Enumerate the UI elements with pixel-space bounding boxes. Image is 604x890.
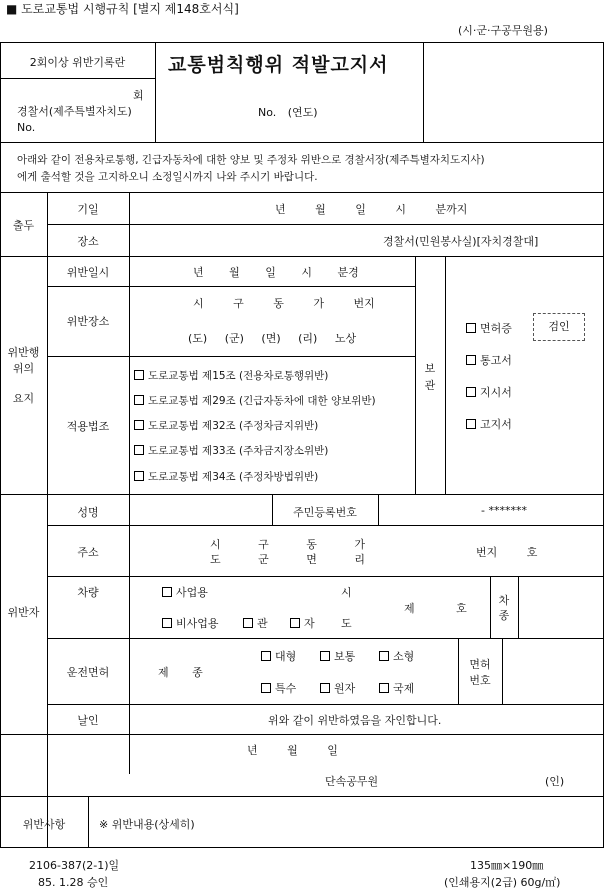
count-unit: 회 — [133, 89, 144, 102]
license-large-checkbox[interactable] — [261, 651, 271, 661]
custody-bulletin[interactable] — [466, 416, 512, 432]
appear-date-label: 기일 — [77, 203, 99, 216]
paper-size: 135㎜×190㎜ — [470, 859, 544, 872]
license-special[interactable] — [261, 680, 296, 696]
law-item-32[interactable] — [134, 418, 318, 433]
license-motorbike[interactable] — [320, 680, 355, 696]
address-line1: 시 구 동 가 — [210, 538, 365, 551]
license-small[interactable] — [379, 648, 414, 664]
vehicle-nonbusiness-text: 비사업용 — [176, 617, 219, 630]
car-type-label-1: 차 — [498, 594, 510, 607]
license-motorbike-text: 원자 — [334, 682, 356, 695]
custody-bulletin-checkbox[interactable] — [466, 419, 476, 429]
appear-date-value: 년 월 일 시 분까지 — [275, 203, 468, 216]
law-33-text: 도로교통법 제33조 (주차금지장소위반) — [148, 445, 329, 457]
law-item-34[interactable] — [134, 469, 318, 484]
law-32-text: 도로교통법 제32조 (주정차금지위반) — [148, 420, 319, 432]
license-international-checkbox[interactable] — [379, 683, 389, 693]
details-label: 위반사항 — [22, 818, 66, 831]
custody-label-1: 보 — [424, 362, 436, 375]
violation-datetime-label: 위반일시 — [66, 266, 110, 279]
seal-label: 날인 — [77, 714, 99, 727]
form-number: 2106-387(2-1)일 — [29, 859, 120, 872]
custody-notice-text: 통고서 — [480, 354, 512, 367]
left-number-label: No. — [17, 121, 36, 134]
approval-date: 85. 1.28 승인 — [38, 876, 109, 889]
details-value: ※ 위반내용(상세히) — [99, 818, 195, 831]
law-29-checkbox[interactable] — [134, 395, 144, 405]
form-law-reference — [6, 0, 239, 17]
header-law-ref: 도로교통법 시행규칙 [별지 제148호서식] — [21, 2, 239, 16]
officer-label: 단속공무원 — [325, 775, 379, 788]
license-regular[interactable] — [320, 648, 355, 664]
police-station-label: 경찰서(제주특별자치도) — [17, 105, 132, 118]
rrn-value: - ******* — [481, 504, 527, 517]
vehicle-gwan[interactable] — [243, 615, 268, 631]
notice-line-1: 아래와 같이 전용차로통행, 긴급자동차에 대한 양보 및 주정차 위반으로 경찰서장(제주특별자치도지사) — [17, 154, 485, 166]
license-regular-checkbox[interactable] — [320, 651, 330, 661]
name-label: 성명 — [77, 506, 99, 519]
custody-license[interactable] — [466, 320, 512, 336]
license-label: 운전면허 — [66, 666, 110, 679]
license-international-text: 국제 — [393, 682, 415, 695]
law-32-checkbox[interactable] — [134, 420, 144, 430]
license-large-text: 대형 — [275, 650, 297, 663]
license-special-text: 특수 — [275, 682, 297, 695]
custody-instruction[interactable] — [466, 384, 512, 400]
address-suffix: 번지 호 — [476, 546, 538, 559]
officer-seal: (인) — [545, 775, 565, 788]
violation-place-line1: 시 구 동 가 번지 — [193, 297, 375, 310]
vehicle-nonbusiness[interactable] — [162, 615, 219, 631]
custody-label-2: 관 — [424, 379, 436, 392]
vehicle-gwan-checkbox[interactable] — [243, 618, 253, 628]
address-label: 주소 — [77, 546, 99, 559]
vehicle-label: 차량 — [77, 586, 99, 599]
center-number-label: No. (연도) — [258, 106, 318, 119]
violator-label: 위반자 — [7, 606, 40, 619]
license-special-checkbox[interactable] — [261, 683, 271, 693]
rrn-label: 주민등록번호 — [293, 506, 357, 519]
license-motorbike-checkbox[interactable] — [320, 683, 330, 693]
notice-line-2: 에게 출석할 것을 고지하오니 소정일시까지 나와 주시기 바랍니다. — [17, 171, 318, 183]
custody-instruction-text: 지시서 — [480, 386, 512, 399]
violation-label-3: 요지 — [12, 392, 35, 405]
law-item-15[interactable] — [134, 368, 328, 383]
vehicle-ja[interactable] — [290, 615, 315, 631]
law-15-checkbox[interactable] — [134, 370, 144, 380]
custody-license-checkbox[interactable] — [466, 323, 476, 333]
license-no-label-2: 번호 — [469, 674, 491, 687]
vehicle-business-checkbox[interactable] — [162, 587, 172, 597]
vehicle-ja-text: 자 — [304, 617, 315, 630]
law-34-text: 도로교통법 제34조 (주정차방법위반) — [148, 471, 319, 483]
vehicle-ja-checkbox[interactable] — [290, 618, 300, 628]
custody-license-text: 면허증 — [480, 322, 512, 335]
license-small-checkbox[interactable] — [379, 651, 389, 661]
seal-statement: 위와 같이 위반하였음을 자인합니다. — [268, 714, 442, 727]
inspection-stamp-box: 검인 — [533, 313, 585, 341]
vehicle-business-text: 사업용 — [176, 586, 208, 599]
address-line2: 도 군 면 리 — [210, 553, 365, 566]
issuer-label: (시·군·구공무원용) — [458, 24, 548, 37]
law-33-checkbox[interactable] — [134, 445, 144, 455]
car-type-label-2: 종 — [498, 609, 510, 622]
form-title: 교통범칙행위 적발고지서 — [168, 54, 389, 76]
appear-place-label: 장소 — [77, 235, 99, 248]
vehicle-do: 도 — [341, 617, 352, 630]
custody-notice[interactable] — [466, 352, 512, 368]
custody-notice-checkbox[interactable] — [466, 355, 476, 365]
paper-spec: (인쇄용지(2급) 60g/㎡) — [444, 876, 561, 889]
license-no-label-1: 면허 — [469, 658, 491, 671]
license-large[interactable] — [261, 648, 296, 664]
license-international[interactable] — [379, 680, 414, 696]
license-class: 제 종 — [158, 666, 203, 679]
repeat-record-box: 2회이상 위반기록란 — [29, 56, 126, 69]
violation-label-2: 위의 — [12, 362, 35, 375]
violation-datetime-value: 년 월 일 시 분경 — [193, 266, 359, 279]
sign-date: 년 월 일 — [247, 744, 338, 757]
violation-place-line2: (도) (군) (면) (리) 노상 — [188, 332, 357, 345]
violation-label-1: 위반행 — [7, 346, 40, 359]
violation-law-label: 적용법조 — [66, 420, 110, 433]
vehicle-gwan-text: 관 — [257, 617, 268, 630]
vehicle-nonbusiness-checkbox[interactable] — [162, 618, 172, 628]
law-15-text: 도로교통법 제15조 (전용차로통행위반) — [148, 370, 329, 382]
license-regular-text: 보통 — [334, 650, 356, 663]
law-29-text: 도로교통법 제29조 (긴급자동차에 대한 양보위반) — [148, 395, 376, 407]
law-34-checkbox[interactable] — [134, 471, 144, 481]
appear-label: 출두 — [12, 219, 35, 232]
appear-place-value: 경찰서(민원봉사실)[자치경찰대] — [383, 235, 539, 248]
custody-instruction-checkbox[interactable] — [466, 387, 476, 397]
vehicle-business[interactable] — [162, 584, 208, 600]
vehicle-number: 제 호 — [404, 602, 467, 615]
license-small-text: 소형 — [393, 650, 415, 663]
vehicle-city: 시 — [341, 586, 352, 599]
violation-place-label: 위반장소 — [66, 315, 110, 328]
custody-bulletin-text: 고지서 — [480, 418, 512, 431]
law-item-29[interactable] — [134, 393, 376, 408]
header-marker: ■ — [6, 2, 18, 16]
law-item-33[interactable] — [134, 443, 328, 458]
